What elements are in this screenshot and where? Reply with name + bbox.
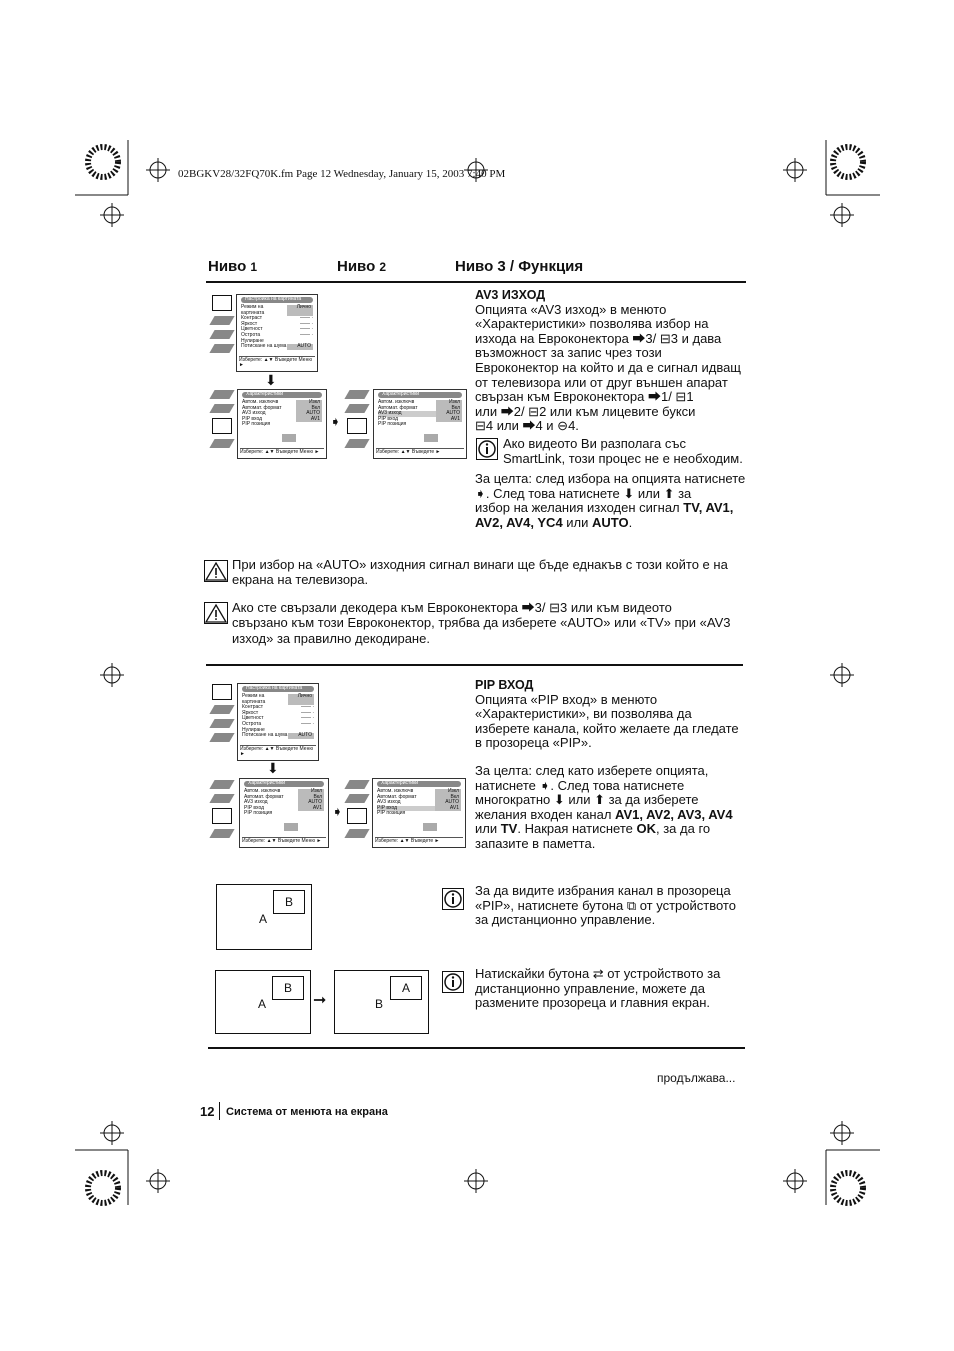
warning-auto: При избор на «AUTO» изходния сигнал винаги ще бъде еднакъв с този който е на екрана на телевизора. xyxy=(232,557,728,588)
pip-diagram-after: A B xyxy=(334,970,429,1034)
pip-diagram-before: B A xyxy=(215,970,311,1034)
section-rule xyxy=(206,664,743,666)
header-level3: Ниво 3 / Функция xyxy=(455,258,584,275)
file-meta: 02BGKV28/32FQ70K.fm Page 12 Wednesday, January 15, 2003 7:40 PM xyxy=(178,168,506,180)
features-menu-3: Характеристики Автом. изключв Изкл Автомат. формат Вкл AV3 изход AUTO PIP вход AV1 PIP позиция Изберете: ▲▼ Въведете Меню ► xyxy=(239,778,329,848)
info-icon xyxy=(442,888,464,910)
arrow-right-icon: ➧ xyxy=(330,414,341,429)
warning-icon xyxy=(204,560,228,582)
warning-decoder: Ако сте свързали декодера към Евроконектора ⮕3/ ⊟3 или към видеото свързано към този Евроконектор, трябва да изберете «AUTO» или «TV» при «AV3 изход» за правилно декодиране. xyxy=(232,600,731,646)
av3-info: Ако видеото Ви разполага със SmartLink, този процес не е необходим. xyxy=(503,436,743,466)
arrow-down-icon: ⬇ xyxy=(267,760,279,776)
menu-icons-1 xyxy=(212,295,236,358)
warning-icon xyxy=(204,602,228,624)
av3-title: AV3 ИЗХОД xyxy=(475,288,546,302)
arrow-down-icon: ⬇ xyxy=(265,372,277,388)
av3-purpose: За целта: след избора на опцията натиснете ➧. След това натиснете ⬇ или ⬆ за избор на желания изходен сигнал TV, AV1, AV2, AV4, YC4 или AUTO. xyxy=(475,471,746,530)
menu-icons-2 xyxy=(212,390,236,453)
continues-label: продължава... xyxy=(657,1071,736,1085)
picture-menu-2: Настройка на картината Режим на картината Лично Контраст —— · Яркост —— · Цветност —— · Острота —— · Нулиране Потискане на шума AUTO Изберете: ▲▼ Въведете Меню ► xyxy=(237,683,319,761)
header-level1: Ниво 1 xyxy=(208,258,258,275)
menu-icons-5 xyxy=(212,780,236,843)
info-icon xyxy=(442,971,464,993)
picture-menu-1: Настройка на картината Режим на картината Лично Контраст —— · Яркост —— · Цветност —— · Острота —— · Нулиране Потискане на шума AUTO Изберете: ▲▼ Въведете Меню ► xyxy=(236,294,318,372)
footer-section: Система от менюта на екрана xyxy=(226,1106,388,1118)
pip-section: PIP ВХОД Опцията «PIP вход» в менюто «Характеристики», ви позволява да изберете канала, който желаете да гледате в прозореца «PIP». xyxy=(475,678,750,751)
pip-diagram-main: B A xyxy=(216,884,312,950)
features-menu-2: Характеристики Автом. изключв Изкл Автомат. формат Вкл AV3 изход AUTO PIP вход AV1 PIP позиция Изберете: ▲▼ Въведете ► xyxy=(373,389,467,459)
av3-section: AV3 ИЗХОД Опцията «AV3 изход» в менюто «Характеристики» позволява избор на изхода на Евроконектора ⮕3/ ⊟3 и дава възможност за запис чрез този Евроконектор на който и да е сигнал идващ от телевизора или от друг външен апарат свързан към Евроконектора ⮕1/ ⊟1 или ⮕2/ ⊟2 или към лицевите букси ⊟4 или ⮕4 и ⊖4. xyxy=(475,288,750,434)
header-level2: Ниво 2 xyxy=(337,258,387,275)
menu-icons-4 xyxy=(212,684,236,747)
pip-title: PIP ВХОД xyxy=(475,678,534,692)
page-number: 12 xyxy=(200,1104,215,1119)
pip-purpose: За целта: след като изберете опцията, натиснете ➧. След това натиснете многократно ⬇ или ⬆ за да изберете желания входен канал AV1, AV2, AV3, AV4 или TV. Накрая натиснете OK, за да го запазите в паметта. xyxy=(475,763,733,851)
swap-arrow-icon: ➞ xyxy=(313,992,327,1009)
menu-icons-3 xyxy=(347,390,371,453)
arrow-right-icon: ➧ xyxy=(332,804,343,819)
info-icon xyxy=(476,438,498,460)
features-menu-4: Характеристики Автом. изключв Изкл Автомат. формат Вкл AV3 изход AUTO PIP вход AV1 PIP позиция Изберете: ▲▼ Въведете ► xyxy=(372,778,466,848)
header-rule xyxy=(206,281,746,283)
pip-info-2: Натискайки бутона ⇄ от устройството за дистанционно управление, можете да размените прозореца и главния екран. xyxy=(475,966,721,1011)
bottom-rule xyxy=(208,1047,745,1049)
footer-divider xyxy=(219,1102,220,1120)
pip-info-1: За да видите избрания канал в прозореца «PIP», натиснете бутона ⧉ от устройството за дистанционно управление. xyxy=(475,883,736,928)
menu-icons-6 xyxy=(347,780,371,843)
features-menu-1: Характеристики Автом. изключв Изкл Автомат. формат Вкл AV3 изход AUTO PIP вход AV1 PIP позиция Изберете: ▲▼ Въведете Меню ► xyxy=(237,389,327,459)
